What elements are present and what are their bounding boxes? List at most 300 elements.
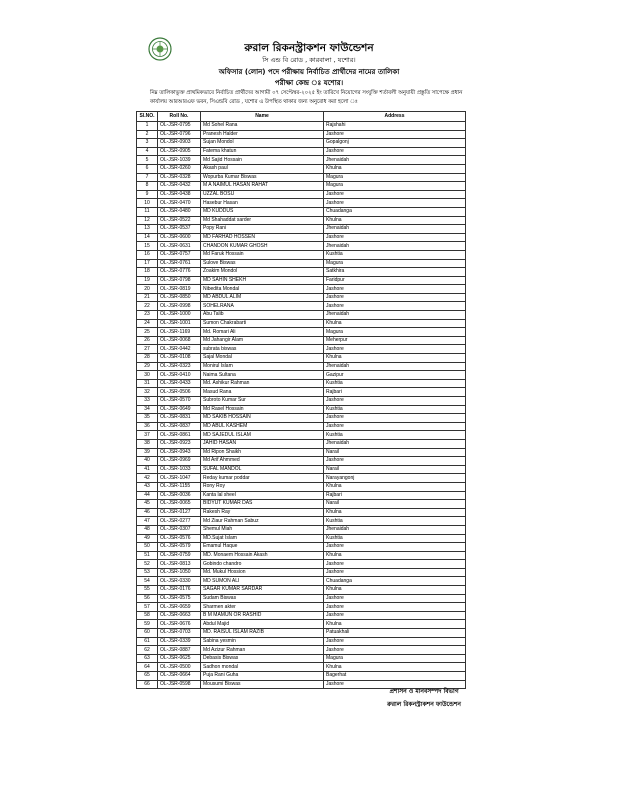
table-row — [137, 130, 466, 139]
cell-sl: 46 — [137, 508, 158, 517]
cell-roll: OL-JSR-0796 — [158, 130, 201, 139]
cell-roll: OL-JSR-0438 — [158, 190, 201, 199]
column-header-roll: Roll No. — [158, 112, 201, 122]
cell-address: Faridpur — [324, 276, 466, 285]
cell-address: Khulna — [324, 216, 466, 225]
cell-roll: OL-JSR-1050 — [158, 568, 201, 577]
cell-address: Narayangonj — [324, 474, 466, 483]
cell-sl: 14 — [137, 233, 158, 242]
cell-roll: OL-JSR-0065 — [158, 500, 201, 509]
column-header-sl: Sl.NO. — [137, 112, 158, 122]
cell-name: Nibedita Mondal — [201, 285, 324, 294]
cell-name: Hasebur Hasan — [201, 199, 324, 208]
table-row — [137, 551, 466, 560]
table-row — [137, 354, 466, 363]
table-row — [137, 190, 466, 199]
cell-address: Khulna — [324, 482, 466, 491]
cell-address: Kushtia — [324, 405, 466, 414]
cell-sl: 6 — [137, 164, 158, 173]
table-row — [137, 586, 466, 595]
cell-name: MD KUDDUS — [201, 207, 324, 216]
cell-roll: OL-JSR-0470 — [158, 199, 201, 208]
cell-address: Jashore — [324, 293, 466, 302]
cell-address: Jashore — [324, 130, 466, 139]
cell-roll: OL-JSR-0323 — [158, 362, 201, 371]
cell-sl: 9 — [137, 190, 158, 199]
cell-roll: OL-JSR-0969 — [158, 457, 201, 466]
cell-roll: OL-JSR-0576 — [158, 534, 201, 543]
cell-address: Kushtia — [324, 431, 466, 440]
cell-address: Jashore — [324, 646, 466, 655]
cell-sl: 52 — [137, 560, 158, 569]
cell-name: Gobindo chandro — [201, 560, 324, 569]
cell-sl: 63 — [137, 654, 158, 663]
cell-roll: OL-JSR-0598 — [158, 680, 201, 689]
cell-name: Sabina yesmin — [201, 637, 324, 646]
cell-roll: OL-JSR-0600 — [158, 233, 201, 242]
cell-roll: OL-JSR-0664 — [158, 672, 201, 681]
cell-sl: 40 — [137, 457, 158, 466]
cell-sl: 34 — [137, 405, 158, 414]
cell-address: Jashore — [324, 603, 466, 612]
table-row — [137, 543, 466, 552]
cell-name: Md Sajid Hossain — [201, 156, 324, 165]
cell-address: Rajbari — [324, 388, 466, 397]
cell-address: Jhenaidah — [324, 242, 466, 251]
cell-name: Subroto Kumar Sur — [201, 397, 324, 406]
table-row — [137, 448, 466, 457]
cell-name: Rakesh Ray — [201, 508, 324, 517]
table-row — [137, 139, 466, 148]
table-row — [137, 611, 466, 620]
cell-address: Khulna — [324, 508, 466, 517]
cell-sl: 17 — [137, 259, 158, 268]
cell-roll: OL-JSR-0831 — [158, 414, 201, 423]
cell-name: Md Sohel Rana — [201, 122, 324, 131]
cell-sl: 28 — [137, 354, 158, 363]
table-row — [137, 560, 466, 569]
cell-sl: 8 — [137, 182, 158, 191]
table-row — [137, 311, 466, 320]
cell-address: Bagerhat — [324, 672, 466, 681]
cell-roll: OL-JSR-0480 — [158, 207, 201, 216]
table-row — [137, 654, 466, 663]
cell-address: Khulna — [324, 164, 466, 173]
cell-name: Sudam Biswas — [201, 594, 324, 603]
cell-sl: 47 — [137, 517, 158, 526]
table-row — [137, 164, 466, 173]
table-row — [137, 568, 466, 577]
cell-name: Md Faruk Hossain — [201, 250, 324, 259]
cell-sl: 44 — [137, 491, 158, 500]
cell-address: Chuadanga — [324, 207, 466, 216]
cell-address: Magura — [324, 173, 466, 182]
cell-roll: OL-JSR-0625 — [158, 654, 201, 663]
cell-roll: OL-JSR-0410 — [158, 371, 201, 380]
cell-roll: OL-JSR-0923 — [158, 439, 201, 448]
table-row — [137, 646, 466, 655]
cell-roll: OL-JSR-1039 — [158, 156, 201, 165]
cell-roll: OL-JSR-0649 — [158, 405, 201, 414]
cell-roll: OL-JSR-0570 — [158, 397, 201, 406]
table-row — [137, 242, 466, 251]
table-body — [137, 122, 466, 689]
cell-sl: 65 — [137, 672, 158, 681]
cell-name: MD. Monaem Hossain Akash — [201, 551, 324, 560]
cell-name: Sadhon mondal — [201, 663, 324, 672]
table-row — [137, 457, 466, 466]
cell-sl: 32 — [137, 388, 158, 397]
cell-name: Emamul Haque — [201, 543, 324, 552]
cell-name: Zoakim Mondol — [201, 268, 324, 277]
cell-address: Kushtia — [324, 517, 466, 526]
cell-address: Jashore — [324, 611, 466, 620]
cell-name: Md Ziaur Rahman Sabuz — [201, 517, 324, 526]
table-row — [137, 508, 466, 517]
cell-address: Jashore — [324, 285, 466, 294]
cell-name: MD.Sujat Islam — [201, 534, 324, 543]
cell-roll: OL-JSR-0068 — [158, 336, 201, 345]
cell-sl: 59 — [137, 620, 158, 629]
cell-address: Jhenaidah — [324, 439, 466, 448]
table-row — [137, 663, 466, 672]
cell-address: Jashore — [324, 594, 466, 603]
cell-address: Khulna — [324, 319, 466, 328]
cell-address: Jashore — [324, 568, 466, 577]
cell-sl: 33 — [137, 397, 158, 406]
cell-roll: OL-JSR-0887 — [158, 646, 201, 655]
cell-roll: OL-JSR-0998 — [158, 302, 201, 311]
cell-sl: 24 — [137, 319, 158, 328]
cell-name: Abu Talib — [201, 311, 324, 320]
cell-sl: 41 — [137, 465, 158, 474]
cell-sl: 49 — [137, 534, 158, 543]
signature-organization: রুরাল রিকনস্ট্রাকশন ফাউন্ডেশন — [387, 701, 461, 708]
cell-address: Jhenaidah — [324, 311, 466, 320]
signature-department: প্রশাসন ও মানবসম্পদ বিভাগ — [389, 688, 459, 695]
cell-name: SAGAR KUMAR SARDAR — [201, 586, 324, 595]
cell-address: Gopalgonj — [324, 139, 466, 148]
table-row — [137, 629, 466, 638]
table-row — [137, 293, 466, 302]
cell-roll: OL-JSR-0108 — [158, 354, 201, 363]
cell-address: Satkhira — [324, 268, 466, 277]
table-row — [137, 577, 466, 586]
cell-roll: OL-JSR-0703 — [158, 629, 201, 638]
cell-name: Monirul Islam — [201, 362, 324, 371]
cell-sl: 38 — [137, 439, 158, 448]
table-row — [137, 319, 466, 328]
table-row — [137, 379, 466, 388]
cell-sl: 53 — [137, 568, 158, 577]
cell-name: JAHID HASAN — [201, 439, 324, 448]
table-row — [137, 414, 466, 423]
table-row — [137, 620, 466, 629]
cell-address: Jhenaidah — [324, 525, 466, 534]
table-row — [137, 156, 466, 165]
cell-roll: OL-JSR-0850 — [158, 293, 201, 302]
cell-sl: 23 — [137, 311, 158, 320]
table-row — [137, 122, 466, 131]
cell-sl: 64 — [137, 663, 158, 672]
cell-address: Kushtia — [324, 379, 466, 388]
cell-sl: 26 — [137, 336, 158, 345]
cell-name: Akash paul — [201, 164, 324, 173]
cell-name: SOHELRANA — [201, 302, 324, 311]
cell-roll: OL-JSR-0036 — [158, 491, 201, 500]
cell-name: Sumon Chakrabarti — [201, 319, 324, 328]
organization-address: সি এন্ড বি রোড , কারবালা , যশোর। — [262, 56, 356, 64]
table-row — [137, 328, 466, 337]
cell-roll: OL-JSR-0795 — [158, 122, 201, 131]
cell-sl: 35 — [137, 414, 158, 423]
cell-sl: 12 — [137, 216, 158, 225]
cell-name: Md. Mukul Hossion — [201, 568, 324, 577]
table-row — [137, 465, 466, 474]
cell-sl: 27 — [137, 345, 158, 354]
cell-name: Abdul Majid — [201, 620, 324, 629]
cell-sl: 4 — [137, 147, 158, 156]
cell-roll: OL-JSR-0442 — [158, 345, 201, 354]
cell-name: MD SAJEDUL ISLAM — [201, 431, 324, 440]
cell-name: Md. Romari Ali — [201, 328, 324, 337]
post-title: অফিসার (লোন) পদে পরীক্ষায় নির্বাচিত প্রার্থীদের নামের তালিকা — [218, 68, 400, 76]
cell-roll: OL-JSR-1000 — [158, 311, 201, 320]
table-row — [137, 500, 466, 509]
table-row — [137, 422, 466, 431]
cell-sl: 58 — [137, 611, 158, 620]
cell-address: Jhenaidah — [324, 156, 466, 165]
cell-roll: OL-JSR-0330 — [158, 577, 201, 586]
cell-sl: 54 — [137, 577, 158, 586]
cell-address: Magura — [324, 182, 466, 191]
cell-roll: OL-JSR-1001 — [158, 319, 201, 328]
cell-sl: 3 — [137, 139, 158, 148]
table-row — [137, 336, 466, 345]
cell-roll: OL-JSR-0537 — [158, 225, 201, 234]
cell-name: Rony Roy — [201, 482, 324, 491]
cell-roll: OL-JSR-1155 — [158, 482, 201, 491]
cell-address: Khulna — [324, 586, 466, 595]
cell-roll: OL-JSR-0761 — [158, 259, 201, 268]
cell-address: Jashore — [324, 414, 466, 423]
cell-roll: OL-JSR-1047 — [158, 474, 201, 483]
cell-address: Narail — [324, 465, 466, 474]
cell-name: Sajal Mondal — [201, 354, 324, 363]
cell-sl: 56 — [137, 594, 158, 603]
cell-name: Shemul Miah — [201, 525, 324, 534]
cell-sl: 2 — [137, 130, 158, 139]
cell-sl: 29 — [137, 362, 158, 371]
cell-name: MD SUMON ALI — [201, 577, 324, 586]
cell-address: Khulna — [324, 620, 466, 629]
cell-name: MD SAHIN SHEKH — [201, 276, 324, 285]
cell-sl: 22 — [137, 302, 158, 311]
cell-address: Narail — [324, 500, 466, 509]
cell-address: Khulna — [324, 551, 466, 560]
cell-name: CHANDON KUMAR GHOSH — [201, 242, 324, 251]
cell-sl: 62 — [137, 646, 158, 655]
cell-address: Khulna — [324, 354, 466, 363]
cell-sl: 30 — [137, 371, 158, 380]
cell-roll: OL-JSR-0903 — [158, 139, 201, 148]
cell-address: Jashore — [324, 233, 466, 242]
table-row — [137, 216, 466, 225]
cell-name: Puja Rani Guha — [201, 672, 324, 681]
column-header-address: Address — [324, 112, 466, 122]
cell-sl: 37 — [137, 431, 158, 440]
cell-roll: OL-JSR-0328 — [158, 173, 201, 182]
table-row — [137, 276, 466, 285]
cell-address: Jashore — [324, 397, 466, 406]
table-row — [137, 431, 466, 440]
cell-roll: OL-JSR-0819 — [158, 285, 201, 294]
cell-sl: 16 — [137, 250, 158, 259]
cell-address: Jashore — [324, 560, 466, 569]
cell-sl: 50 — [137, 543, 158, 552]
table-row — [137, 173, 466, 182]
table-row — [137, 259, 466, 268]
table-row — [137, 147, 466, 156]
cell-sl: 1 — [137, 122, 158, 131]
cell-name: MD ABDUL ALIM — [201, 293, 324, 302]
cell-roll: OL-JSR-0176 — [158, 586, 201, 595]
cell-sl: 19 — [137, 276, 158, 285]
cell-name: Naima Sultana — [201, 371, 324, 380]
cell-sl: 21 — [137, 293, 158, 302]
cell-address: Kushtia — [324, 250, 466, 259]
cell-name: Sulove Biswas — [201, 259, 324, 268]
cell-address: Rajshahi — [324, 122, 466, 131]
cell-address: Magura — [324, 654, 466, 663]
cell-sl: 66 — [137, 680, 158, 689]
cell-roll: OL-JSR-0432 — [158, 182, 201, 191]
cell-address: Jashore — [324, 345, 466, 354]
cell-sl: 10 — [137, 199, 158, 208]
cell-address: Chuadanga — [324, 577, 466, 586]
cell-address: Jhenaidah — [324, 225, 466, 234]
cell-name: Pranesh Halder — [201, 130, 324, 139]
cell-name: Mousumi Biswas — [201, 680, 324, 689]
cell-roll: OL-JSR-0663 — [158, 611, 201, 620]
cell-name: Kanta lal sheel — [201, 491, 324, 500]
table-row — [137, 371, 466, 380]
cell-roll: OL-JSR-0579 — [158, 543, 201, 552]
cell-sl: 57 — [137, 603, 158, 612]
cell-name: Md Azizur Rahman — [201, 646, 324, 655]
cell-name: MD FARHAD HOSSEN — [201, 233, 324, 242]
cell-address: Patuakhali — [324, 629, 466, 638]
table-row — [137, 207, 466, 216]
cell-name: Md Ripon Shaikh — [201, 448, 324, 457]
cell-name: Md Arif Ahmmed — [201, 457, 324, 466]
cell-name: Debasis Biswas — [201, 654, 324, 663]
cell-sl: 36 — [137, 422, 158, 431]
cell-name: Md Rasel Hossain — [201, 405, 324, 414]
cell-address: Magura — [324, 328, 466, 337]
cell-roll: OL-JSR-1033 — [158, 465, 201, 474]
cell-address: Kushtia — [324, 534, 466, 543]
cell-sl: 42 — [137, 474, 158, 483]
cell-name: Masud Rana — [201, 388, 324, 397]
cell-address: Jashore — [324, 680, 466, 689]
cell-sl: 11 — [137, 207, 158, 216]
cell-address: Magura — [324, 259, 466, 268]
cell-address: Rajbari — [324, 491, 466, 500]
cell-roll: OL-JSR-0506 — [158, 388, 201, 397]
table-row — [137, 474, 466, 483]
cell-name: subrata biswas — [201, 345, 324, 354]
cell-address: Narail — [324, 448, 466, 457]
table-row — [137, 672, 466, 681]
cell-sl: 61 — [137, 637, 158, 646]
cell-address: Jashore — [324, 190, 466, 199]
cell-roll: OL-JSR-0631 — [158, 242, 201, 251]
table-row — [137, 233, 466, 242]
table-header-row — [137, 112, 466, 122]
cell-address: Jashore — [324, 637, 466, 646]
cell-address: Jashore — [324, 422, 466, 431]
table-row — [137, 345, 466, 354]
cell-address: Jashore — [324, 457, 466, 466]
table-row — [137, 285, 466, 294]
cell-sl: 25 — [137, 328, 158, 337]
cell-roll: OL-JSR-0676 — [158, 620, 201, 629]
table-row — [137, 482, 466, 491]
cell-roll: OL-JSR-0277 — [158, 517, 201, 526]
cell-name: MD ABUL KASHEM — [201, 422, 324, 431]
table-row — [137, 594, 466, 603]
cell-roll: OL-JSR-0776 — [158, 268, 201, 277]
cell-name: Sharmen akter — [201, 603, 324, 612]
cell-sl: 13 — [137, 225, 158, 234]
cell-address: Meherpur — [324, 336, 466, 345]
cell-roll: OL-JSR-0905 — [158, 147, 201, 156]
cell-roll: OL-JSR-0307 — [158, 525, 201, 534]
cell-roll: OL-JSR-0500 — [158, 663, 201, 672]
cell-name: Md Shahaddat sarder — [201, 216, 324, 225]
cell-roll: OL-JSR-0433 — [158, 379, 201, 388]
cell-roll: OL-JSR-0127 — [158, 508, 201, 517]
column-header-name: Name — [201, 112, 324, 122]
cell-sl: 45 — [137, 500, 158, 509]
table-row — [137, 525, 466, 534]
cell-roll: OL-JSR-0861 — [158, 431, 201, 440]
cell-sl: 51 — [137, 551, 158, 560]
cell-sl: 15 — [137, 242, 158, 251]
table-row — [137, 534, 466, 543]
exam-center: পরীক্ষা কেন্দ্র ঃ যশোর। — [274, 79, 344, 87]
table-row — [137, 637, 466, 646]
cell-roll: OL-JSR-0837 — [158, 422, 201, 431]
organization-name: রুরাল রিকনস্ট্রাকশন ফাউন্ডেশন — [244, 42, 374, 54]
table-row — [137, 302, 466, 311]
cell-sl: 55 — [137, 586, 158, 595]
cell-name: BIDYUT KUMAR DAS — [201, 500, 324, 509]
cell-name: Md Jahangir Alam — [201, 336, 324, 345]
cell-address: Jashore — [324, 199, 466, 208]
table-row — [137, 388, 466, 397]
cell-address: Jhenaidah — [324, 362, 466, 371]
table-row — [137, 405, 466, 414]
table-row — [137, 268, 466, 277]
cell-name: MD. RAISUL ISLAM RAZIB — [201, 629, 324, 638]
cell-address: Jashore — [324, 543, 466, 552]
candidate-table — [136, 111, 466, 689]
cell-name: M A NAIMUL HASAN RAHAT — [201, 182, 324, 191]
table-row — [137, 397, 466, 406]
cell-roll: OL-JSR-0260 — [158, 164, 201, 173]
